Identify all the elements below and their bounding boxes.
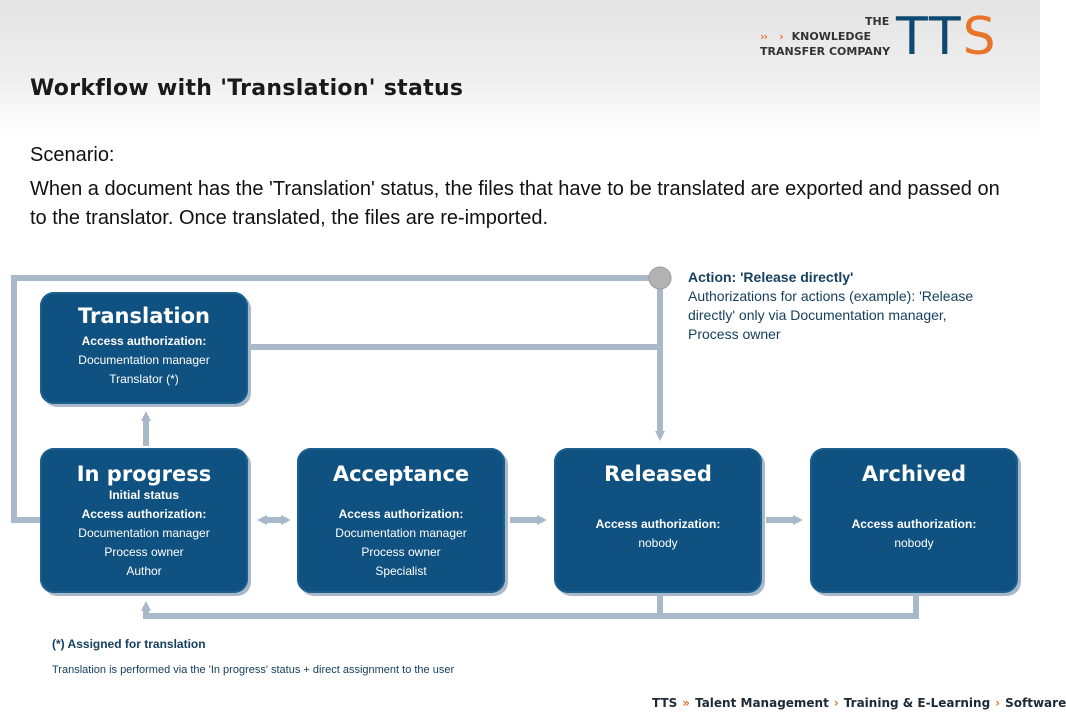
state-archived[interactable] bbox=[810, 448, 1018, 593]
authorization-role: Author bbox=[126, 564, 162, 578]
double-chevron-icon: ›› bbox=[760, 30, 768, 43]
state-released[interactable] bbox=[554, 448, 762, 593]
authorization-role: Documentation manager bbox=[335, 526, 467, 540]
authorization-role: Translator (*) bbox=[109, 372, 179, 386]
state-title: Released bbox=[604, 462, 712, 486]
logo-line-3: TRANSFER COMPANY bbox=[760, 45, 891, 58]
initial-status-label: Initial status bbox=[108, 488, 179, 502]
authorization-role: Process owner bbox=[104, 545, 184, 559]
chevron-icon: › bbox=[995, 696, 1001, 710]
authorization-role: Documentation manager bbox=[78, 353, 210, 367]
release-action-node bbox=[649, 267, 671, 289]
footer-item: Software bbox=[1005, 696, 1066, 710]
chevron-icon: › bbox=[779, 30, 784, 43]
chevron-icon: › bbox=[833, 696, 839, 710]
footer-brand: TTS bbox=[652, 696, 678, 710]
return-to-inprogress-connector bbox=[146, 606, 916, 616]
scenario-text: When a document has the 'Translation' status, the files that have to be translated are exported and passed on to the translator. Once translated, the files are re-imported. bbox=[30, 178, 1000, 229]
footnote-assigned: (*) Assigned for translation bbox=[52, 637, 206, 651]
access-authorization-label: Access authorization: bbox=[338, 507, 464, 521]
state-in-progress[interactable] bbox=[40, 448, 248, 593]
authorization-role: Documentation manager bbox=[78, 526, 210, 540]
authorization-role: Process owner bbox=[361, 545, 441, 559]
authorization-role: nobody bbox=[638, 536, 678, 550]
logo-mark-s: S bbox=[962, 7, 998, 67]
access-authorization-label: Access authorization: bbox=[595, 517, 721, 531]
action-heading: Action: 'Release directly' bbox=[688, 269, 854, 285]
footnote-performed: Translation is performed via the 'In progress' status + direct assignment to the user bbox=[52, 664, 455, 676]
logo-line-1: THE bbox=[865, 15, 890, 28]
access-authorization-label: Access authorization: bbox=[81, 507, 207, 521]
double-chevron-icon: » bbox=[682, 696, 691, 710]
access-authorization-label: Access authorization: bbox=[81, 334, 207, 348]
state-title: In progress bbox=[76, 462, 212, 486]
state-translation[interactable] bbox=[40, 292, 248, 404]
state-title: Translation bbox=[78, 304, 210, 328]
authorization-role: Specialist bbox=[375, 564, 427, 578]
authorization-role: nobody bbox=[894, 536, 934, 550]
return-loop-connector bbox=[660, 594, 916, 616]
page-title: Workflow with 'Translation' status bbox=[30, 76, 464, 101]
state-title: Acceptance bbox=[332, 462, 470, 486]
footer-bar bbox=[652, 696, 1066, 710]
footer-item: Talent Management bbox=[695, 696, 829, 710]
logo-mark-tt: TT bbox=[896, 7, 963, 67]
access-authorization-label: Access authorization: bbox=[851, 517, 977, 531]
logo-word-knowledge: KNOWLEDGE bbox=[791, 30, 872, 43]
state-title: Archived bbox=[861, 462, 967, 486]
release-directly-note bbox=[688, 268, 998, 344]
footer-item: Training & E-Learning bbox=[843, 696, 991, 710]
scenario-label: Scenario: bbox=[30, 144, 115, 166]
state-acceptance[interactable] bbox=[297, 448, 505, 593]
action-text: Authorizations for actions (example): 'Release directly' only via Documentation manager, Process owner bbox=[688, 288, 974, 342]
